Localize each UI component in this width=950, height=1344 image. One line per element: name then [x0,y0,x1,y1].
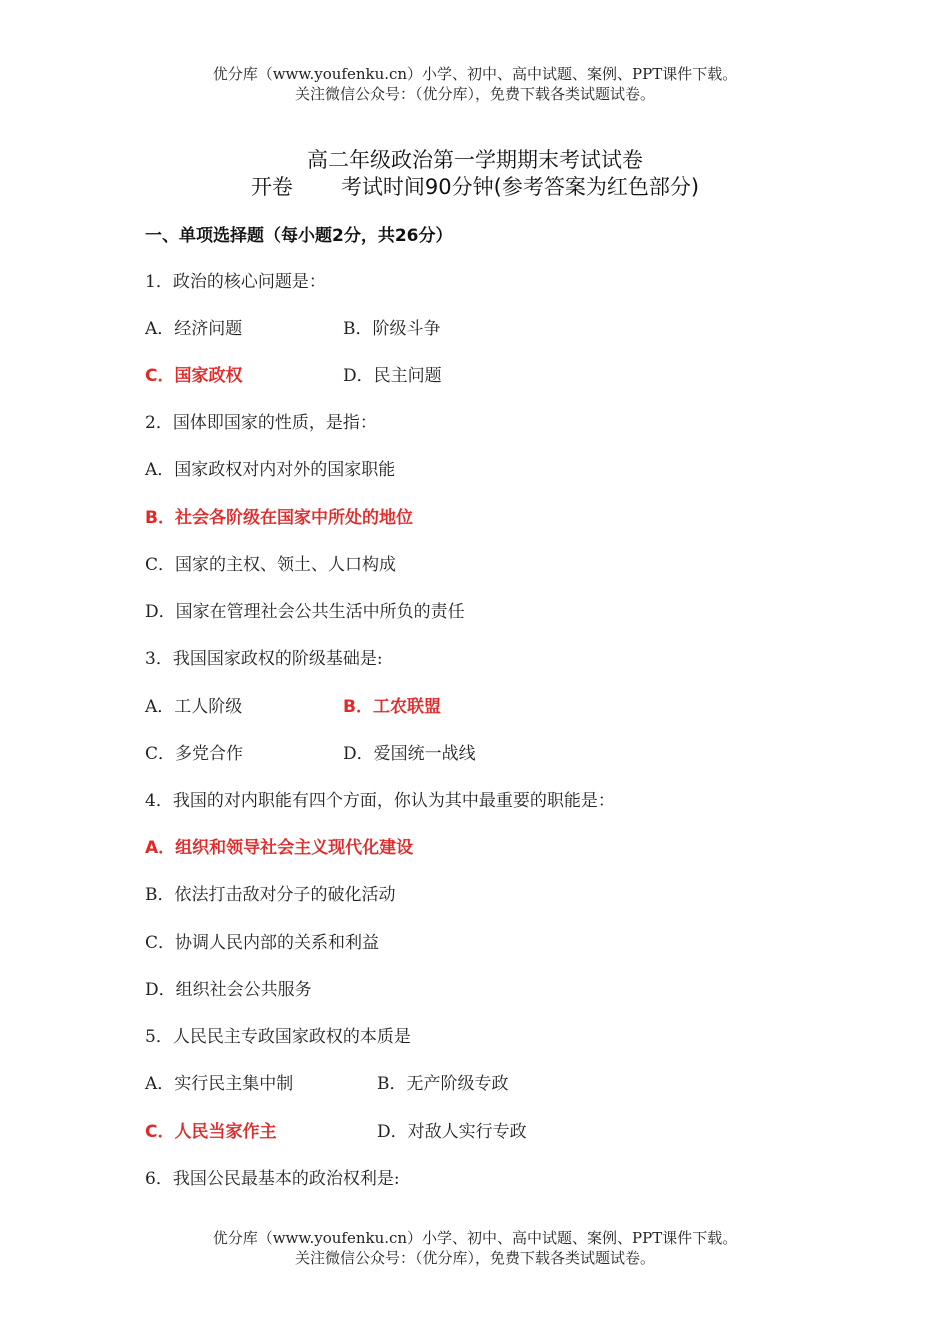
page-header [0,64,950,104]
option-2d: D．国家在管理社会公共生活中所负的责任 [145,602,465,622]
option-3b-answer: B．工农联盟 [343,697,441,717]
question-3-stem: 3．我国国家政权的阶级基础是: [145,649,383,669]
question-1-options-row-2 [145,365,442,387]
footer-line-1: 优分库（www.youfenku.cn）小学、初中、高中试题、案例、PPT课件下载。 [212,1229,738,1247]
question-3-options-row-1 [145,696,441,718]
header-line-1: 优分库（www.youfenku.cn）小学、初中、高中试题、案例、PPT课件下载。 [212,65,738,83]
option-5c-answer: C．人民当家作主 [145,1122,277,1142]
exam-subtitle [0,174,950,200]
question-5-options-row-1 [145,1073,509,1095]
exam-mode: 开卷 [250,175,293,199]
question-2-stem: 2．国体即国家的性质，是指： [145,413,377,433]
option-3d: D．爱国统一战线 [343,744,476,764]
option-4d: D．组织社会公共服务 [145,980,312,1000]
option-4b: B．依法打击敌对分子的破化活动 [145,885,396,905]
option-5b: B．无产阶级专政 [377,1074,509,1094]
header-line-2: 关注微信公众号：（优分库），免费下载各类试题试卷。 [294,85,655,103]
option-1b: B．阶级斗争 [343,319,441,339]
option-1d: D．民主问题 [343,366,442,386]
exam-time-note: 考试时间90分钟(参考答案为红色部分) [340,175,700,199]
question-4-stem: 4．我国的对内职能有四个方面，你认为其中最重要的职能是： [145,791,615,811]
question-1-options-row-1 [145,318,441,340]
section-heading: 一、单项选择题（每小题2分，共26分） [145,226,453,246]
question-5-options-row-2 [145,1121,527,1143]
option-5d: D．对敌人实行专政 [377,1122,527,1142]
option-2a: A．国家政权对内对外的国家职能 [145,460,396,480]
exam-title: 高二年级政治第一学期期末考试试卷 [307,148,643,172]
question-1-stem: 1．政治的核心问题是： [145,272,326,292]
question-6-stem: 6．我国公民最基本的政治权利是: [145,1169,400,1189]
option-1c-answer: C．国家政权 [145,366,243,386]
option-5a: A．实行民主集中制 [145,1074,294,1094]
option-4c: C．协调人民内部的关系和利益 [145,933,380,953]
question-5-stem: 5．人民民主专政国家政权的本质是 [145,1027,411,1047]
question-3-options-row-2 [145,743,476,765]
option-3a: A．工人阶级 [145,697,243,717]
option-4a-answer: A．组织和领导社会主义现代化建设 [145,838,414,858]
footer-line-2: 关注微信公众号：（优分库），免费下载各类试题试卷。 [294,1249,655,1267]
option-2c: C．国家的主权、领土、人口构成 [145,555,397,575]
option-2b-answer: B．社会各阶级在国家中所处的地位 [145,508,413,528]
option-3c: C．多党合作 [145,744,244,764]
option-1a: A．经济问题 [145,319,243,339]
page-footer [0,1228,950,1268]
